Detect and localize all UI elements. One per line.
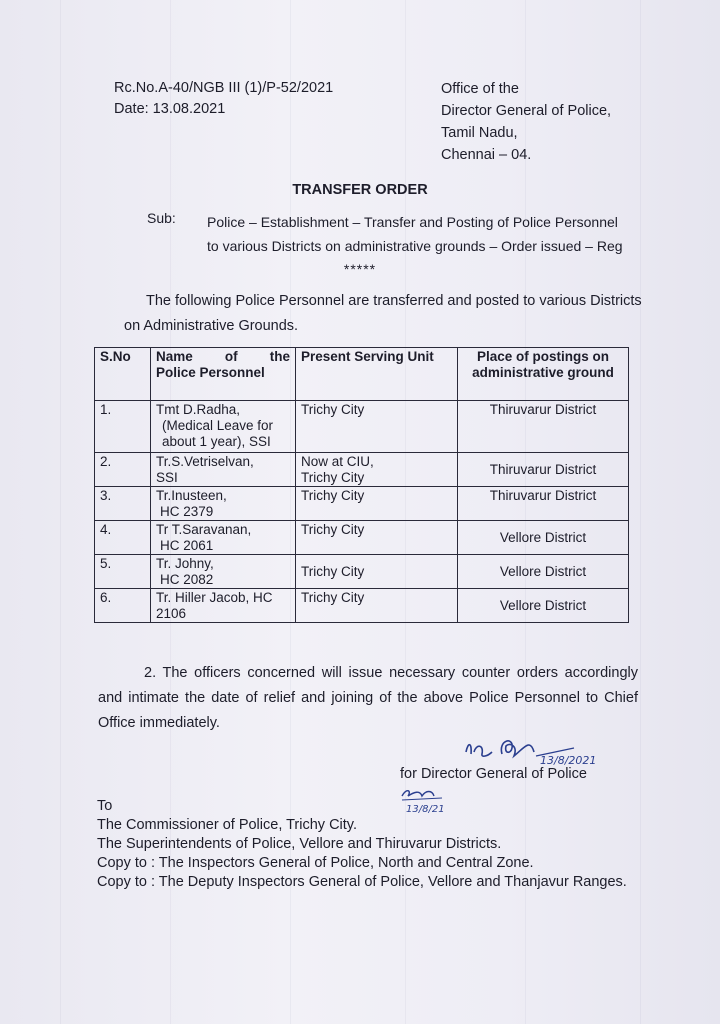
- header-sno: S.No: [95, 348, 151, 401]
- cell-posting: Thiruvarur District: [458, 401, 629, 453]
- cell-name-line: Tmt D.Radha,: [156, 402, 241, 417]
- cell-name-line: 2106: [156, 606, 187, 621]
- cell-sno: 3.: [95, 487, 151, 521]
- reference-block: [114, 78, 333, 120]
- subject-line: Police – Establishment – Transfer and Posting of Police Personnel: [207, 214, 618, 230]
- cell-sno: 5.: [95, 555, 151, 589]
- paper-fold-line: [640, 0, 641, 1024]
- cell-sno: 6.: [95, 589, 151, 623]
- cell-name-line: HC 2379: [160, 504, 214, 519]
- office-line: Director General of Police,: [441, 103, 612, 119]
- intro-paragraph: The following Police Personnel are transferred and posted to various Districts on Administrative Grounds.: [124, 293, 642, 334]
- recipient-line: The Superintendents of Police, Vellore and Thiruvarur Districts.: [97, 836, 502, 852]
- cell-posting: Vellore District: [458, 589, 629, 623]
- header-name-word: Name: [156, 349, 193, 364]
- cell-posting: Thiruvarur District: [458, 453, 629, 487]
- cell-name-line: Tr. Johny,: [156, 556, 214, 571]
- cell-posting: Thiruvarur District: [458, 487, 629, 521]
- recipient-line: The Commissioner of Police, Trichy City.: [97, 817, 357, 833]
- header-unit: Present Serving Unit: [296, 348, 458, 401]
- table-row: [95, 487, 629, 521]
- initials-date: 13/8/21: [406, 804, 445, 815]
- cell-unit: [296, 401, 458, 453]
- cell-sno: 4.: [95, 521, 151, 555]
- cell-name: [151, 401, 296, 453]
- cell-name: [151, 555, 296, 589]
- cell-unit: Trichy City: [296, 521, 458, 555]
- cell-unit-line: Trichy City: [301, 402, 365, 417]
- signature-date: 13/8/2021: [540, 754, 597, 767]
- signature-scribble: [454, 730, 624, 768]
- cell-name-line: Tr.Inusteen,: [156, 488, 227, 503]
- cell-name-line: HC 2082: [160, 572, 214, 587]
- signatory: for Director General of Police: [400, 766, 587, 782]
- to-label: To: [97, 798, 113, 814]
- cell-name-line: (Medical Leave for: [162, 418, 274, 433]
- copy-line: Copy to : The Deputy Inspectors General of Police, Vellore and Thanjavur Ranges.: [97, 874, 627, 890]
- cell-name-line: Tr.S.Vetriselvan,: [156, 454, 254, 469]
- header-name-line1: [156, 349, 290, 365]
- distribution-list: [97, 797, 627, 892]
- header-name-word: the: [269, 349, 290, 364]
- table-row: [95, 555, 629, 589]
- cell-posting: Vellore District: [458, 555, 629, 589]
- table-row: [95, 453, 629, 487]
- table-header-row: [95, 348, 629, 401]
- office-line: Tamil Nadu,: [441, 125, 518, 141]
- table-row: [95, 401, 629, 453]
- subject-text: [207, 210, 623, 258]
- document-title: TRANSFER ORDER: [292, 182, 428, 198]
- header-name: [151, 348, 296, 401]
- office-line: Chennai – 04.: [441, 147, 532, 163]
- paper-fold-line: [60, 0, 61, 1024]
- cell-unit: [296, 453, 458, 487]
- header-posting: Place of postings on administrative ground: [458, 348, 629, 401]
- office-line: Office of the: [441, 81, 519, 97]
- cell-unit: Trichy City: [296, 487, 458, 521]
- cell-unit-line: Trichy City: [301, 470, 365, 485]
- header-name-line2: Police Personnel: [156, 365, 265, 380]
- subject-label: Sub:: [147, 210, 176, 226]
- cell-name-line: Tr T.Saravanan,: [156, 522, 252, 537]
- transfer-table: [94, 347, 629, 623]
- cell-name: [151, 521, 296, 555]
- cell-name-line: Tr. Hiller Jacob, HC: [156, 590, 273, 605]
- cell-name: [151, 487, 296, 521]
- cell-name-line: SSI: [156, 470, 178, 485]
- order-date: Date: 13.08.2021: [114, 101, 226, 117]
- separator-stars: *****: [343, 261, 377, 277]
- table-row: [95, 589, 629, 623]
- table-row: [95, 521, 629, 555]
- cell-unit: Trichy City: [296, 555, 458, 589]
- subject-line: to various Districts on administrative grounds – Order issued – Reg: [207, 238, 623, 254]
- cell-name-line: about 1 year), SSI: [162, 434, 271, 449]
- cell-name-line: HC 2061: [160, 538, 214, 553]
- header-name-word: of: [224, 349, 238, 364]
- cell-name: [151, 589, 296, 623]
- office-address: [441, 78, 611, 166]
- cell-name: [151, 453, 296, 487]
- instruction-paragraph: 2. The officers concerned will issue necessary counter orders accordingly and intimate the date of relief and joining of the above Police Personnel to Chief Office immediately.: [98, 665, 638, 731]
- reference-number: Rc.No.A-40/NGB III (1)/P-52/2021: [114, 80, 334, 96]
- cell-unit: Trichy City: [296, 589, 458, 623]
- cell-unit-line: Now at CIU,: [301, 454, 374, 469]
- cell-posting: Vellore District: [458, 521, 629, 555]
- cell-sno: 1.: [95, 401, 151, 453]
- copy-line: Copy to : The Inspectors General of Police, North and Central Zone.: [97, 855, 534, 871]
- cell-sno: 2.: [95, 453, 151, 487]
